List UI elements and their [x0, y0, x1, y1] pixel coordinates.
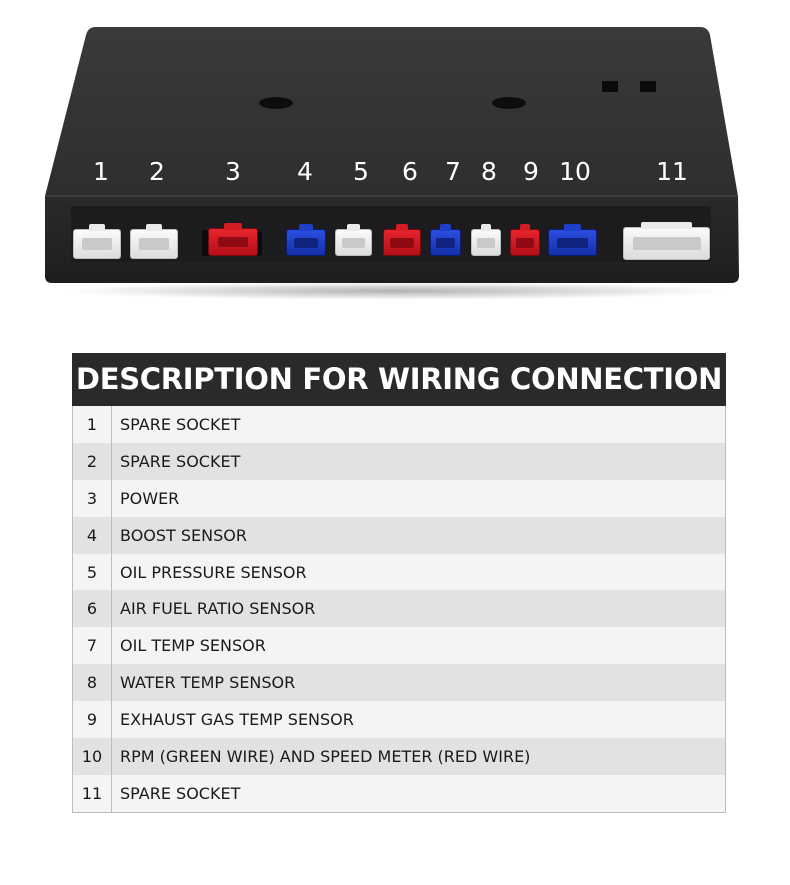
row-description: WATER TEMP SENSOR: [120, 673, 296, 693]
connector-port-11: [623, 227, 710, 260]
wiring-description-table: [72, 353, 726, 813]
port-number: 5: [353, 157, 369, 186]
row-description: EXHAUST GAS TEMP SENSOR: [120, 710, 354, 730]
table-title: DESCRIPTION FOR WIRING CONNECTION: [72, 353, 726, 406]
table-row: [73, 406, 725, 443]
table-row: [73, 443, 725, 480]
mounting-hole: [492, 97, 526, 109]
row-number: 11: [73, 775, 112, 812]
port-number: 4: [297, 157, 313, 186]
indicator-slot: [640, 81, 656, 92]
port-number: 9: [523, 157, 539, 186]
row-description: BOOST SENSOR: [120, 525, 247, 545]
connector-port-4: [286, 229, 326, 256]
table-row: [73, 775, 725, 812]
row-description: SPARE SOCKET: [120, 451, 241, 471]
connector-port-9: [510, 229, 540, 256]
port-number: 3: [225, 157, 241, 186]
row-description: OIL TEMP SENSOR: [120, 636, 266, 656]
table-row: [73, 480, 725, 517]
wiring-hub-device: [0, 0, 790, 320]
row-description: SPARE SOCKET: [120, 414, 241, 434]
row-number: 10: [73, 738, 112, 775]
row-number: 5: [73, 554, 112, 591]
port-number: 1: [93, 157, 109, 186]
port-number: 7: [445, 157, 461, 186]
connector-port-5: [335, 229, 372, 256]
port-number: 10: [559, 157, 591, 186]
table-row: [73, 627, 725, 664]
row-description: AIR FUEL RATIO SENSOR: [120, 599, 316, 619]
row-description: RPM (GREEN WIRE) AND SPEED METER (RED WIRE): [120, 746, 531, 766]
table-rows: [73, 406, 725, 812]
table-row: [73, 701, 725, 738]
table-row: [73, 664, 725, 701]
row-description: POWER: [120, 488, 180, 508]
connector-port-2: [130, 229, 178, 259]
indicator-slot: [602, 81, 618, 92]
table-row: [73, 590, 725, 627]
row-description: SPARE SOCKET: [120, 783, 241, 803]
port-number: 11: [656, 157, 688, 186]
port-number: 6: [402, 157, 418, 186]
row-number: 4: [73, 517, 112, 554]
row-number: 8: [73, 664, 112, 701]
row-number: 1: [73, 406, 112, 443]
table-row: [73, 517, 725, 554]
row-number: 6: [73, 590, 112, 627]
row-number: 2: [73, 443, 112, 480]
connector-port-7: [430, 229, 461, 256]
connector-port-1: [73, 229, 121, 259]
connector-port-10: [548, 229, 597, 256]
table-row: [73, 738, 725, 775]
mounting-hole: [259, 97, 293, 109]
port-number: 2: [149, 157, 165, 186]
table-row: [73, 554, 725, 591]
port-number: 8: [481, 157, 497, 186]
connector-port-6: [383, 229, 421, 256]
connector-port-3: [208, 228, 258, 256]
row-number: 3: [73, 480, 112, 517]
connector-port-8: [471, 229, 501, 256]
row-number: 7: [73, 627, 112, 664]
row-description: OIL PRESSURE SENSOR: [120, 562, 307, 582]
row-number: 9: [73, 701, 112, 738]
